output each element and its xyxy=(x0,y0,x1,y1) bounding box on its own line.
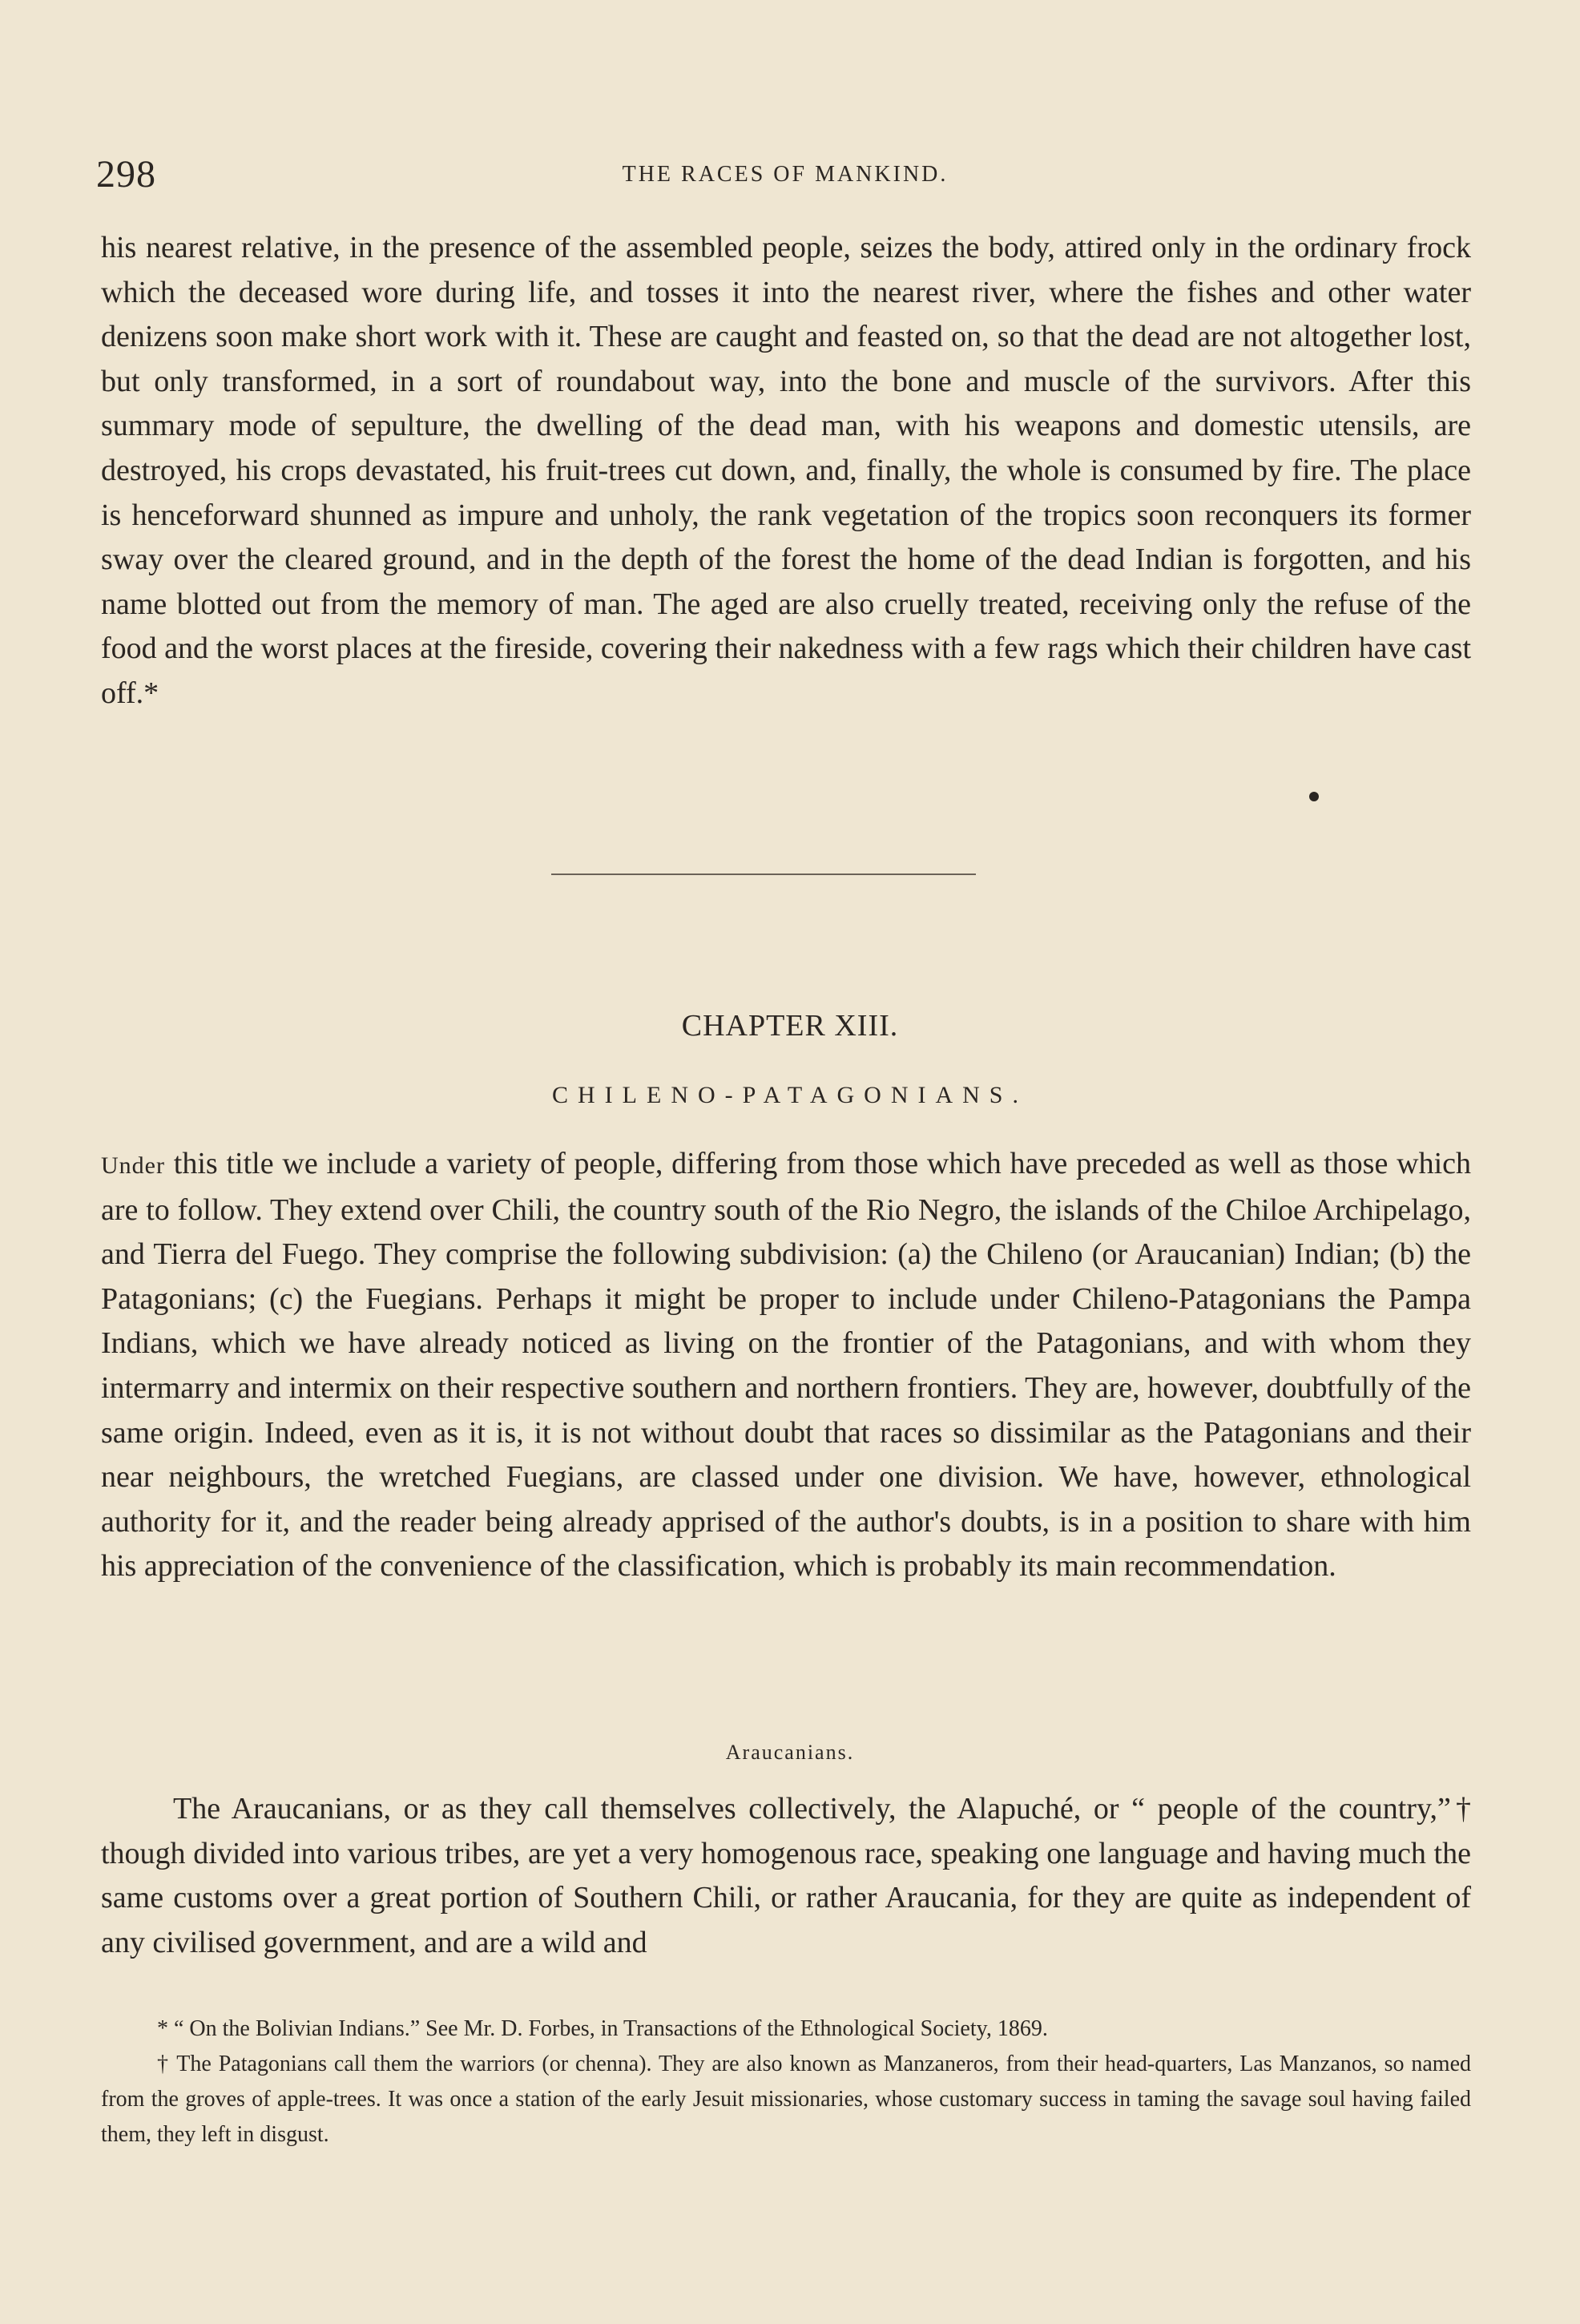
paragraph-chapter-intro xyxy=(101,1142,1471,1589)
section-heading: Araucanians. xyxy=(725,1741,855,1764)
paragraph-chapter-intro-text: this title we include a variety of people, differing from those which have preceded as well as those which are to follow. They extend over Chili, the country south of the Rio Negro, the islands of the Chiloe Archipelago, and Tierra del Fuego. They comprise the following subdivision: (a) the Chileno (or Araucanian) Indian; (b) the Patagonians; (c) the Fuegians. Perhaps it might be proper to include under Chileno-Patagonians the Pampa Indians, which we have already noticed as living on the frontier of the Patagonians, and with whom they intermarry and intermix on their respective southern and northern frontiers. They are, however, doubtfully of the same origin. Indeed, even as it is, it is not without doubt that races so dissimilar as the Patagonians and their near neighbours, the wretched Fuegians, are classed under one division. We have, however, ethnological authority for it, and the reader being already apprised of the author's doubts, is in a position to share with him his appreciation of the convenience of the classification, which is probably its main recommendation. xyxy=(101,1147,1471,1584)
page-header xyxy=(96,152,1474,200)
footnote-2: † The Patagonians call them the warriors (or chenna). They are also known as Manzaneros, from their head-quarters, Las Manzanos, so named from the groves of apple-trees. It was once a station of the early Jesuit missionaries, whose customary success in taming the savage soul having failed them, they left in disgust. xyxy=(101,2052,1471,2147)
ink-fleck xyxy=(1309,792,1319,801)
paragraph-continued: his nearest relative, in the presence of the assembled people, seizes the body, attired only in the ordinary frock which the deceased wore during life, and tosses it into the nearest river, where the fishes and other water denizens soon make short work with it. These are caught and feasted on, so that the dead are not altogether lost, but only transformed, in a sort of roundabout way, into the bone and muscle of the survivors. After this summary mode of sepulture, the dwelling of the dead man, with his weapons and domestic utensils, are destroyed, his crops devastated, his fruit-trees cut down, and, finally, the whole is consumed by fire. The place is henceforward shunned as impure and unholy, the rank vegetation of the tropics soon reconquers its former sway over the cleared ground, and in the depth of the forest the home of the dead Indian is forgotten, and his name blotted out from the memory of man. The aged are also cruelly treated, receiving only the refuse of the food and the worst places at the fireside, covering their nakedness with a few rags which their children have cast off.* xyxy=(101,231,1471,710)
running-head: THE RACES OF MANKIND. xyxy=(622,162,949,187)
page-number: 298 xyxy=(96,153,156,196)
small-caps-lead: Under xyxy=(101,1152,165,1179)
chapter-divider-rule xyxy=(551,874,976,875)
chapter-subtitle: CHILENO-PATAGONIANS. xyxy=(552,1082,1028,1108)
footnotes xyxy=(101,2011,1471,2153)
footnote-1: * “ On the Bolivian Indians.” See Mr. D. Forbes, in Transactions of the Ethnological Society, 1869. xyxy=(157,2016,1048,2041)
chapter-title: CHAPTER XIII. xyxy=(681,1009,899,1043)
paragraph-araucanians: The Araucanians, or as they call themselves collectively, the Alapuché, or “ people of the country,”† though divided into various tribes, are yet a very homogenous race, speaking one language and having much the same customs over a great portion of Southern Chili, or rather Araucania, for they are quite as independent of any civilised government, and are a wild and xyxy=(101,1792,1471,1959)
